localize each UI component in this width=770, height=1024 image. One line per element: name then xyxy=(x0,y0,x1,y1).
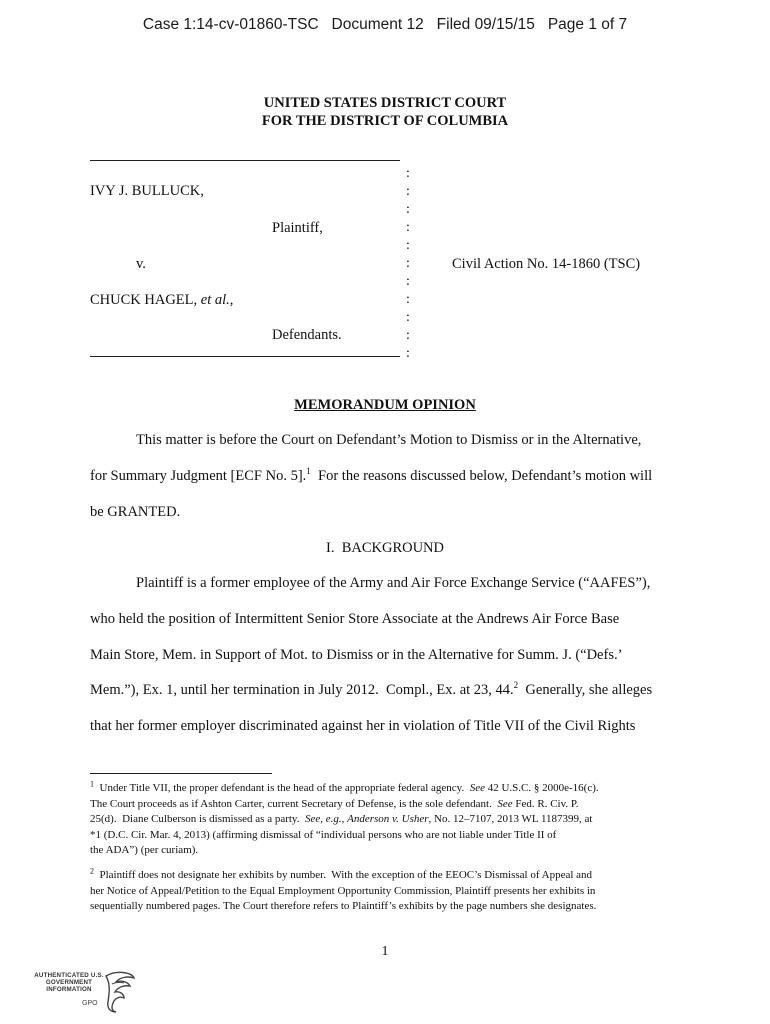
p2-line-3: Main Store, Mem. in Support of Mot. to Dismiss or in the Alternative for Summ. J. (“Defs.’ xyxy=(90,647,623,663)
fn1-text-2a: The Court proceeds as if Ashton Carter, current Secretary of Defense, is the sole defendant. xyxy=(90,797,498,810)
p1-line-2a: for Summary Judgment [ECF No. 5]. xyxy=(90,468,307,484)
case-header: Case 1:14-cv-01860-TSC Document 12 Filed 09/15/15 Page 1 of 7 xyxy=(142,16,628,33)
gpo-seal-text: AUTHENTICATED U.S. GOVERNMENT INFORMATION xyxy=(34,972,104,994)
footnote-ref-2[interactable]: 2 xyxy=(513,680,519,691)
footnote-2 xyxy=(90,868,690,915)
fn1-text-2b: Fed. R. Civ. P. xyxy=(512,797,579,810)
court-name xyxy=(0,94,770,130)
fn1-text-3a: 25(d). Diane Culberson is dismissed as a party. xyxy=(90,813,305,825)
fn1-line-1 xyxy=(90,781,690,797)
eagle-icon xyxy=(98,970,138,1014)
fn1-case-name: Anderson v. Usher xyxy=(347,813,429,825)
section-heading-background: I. BACKGROUND xyxy=(325,540,445,556)
fn2-text-1: Plaintiff does not designate her exhibits by number. With the exception of the EEOC’s Dismissal of Appeal and xyxy=(94,869,593,881)
plaintiff-name: IVY J. BULLUCK, xyxy=(90,183,204,199)
p1-line-1: This matter is before the Court on Defendant’s Motion to Dismiss or in the Alternative, xyxy=(136,432,642,448)
p2-line-4a: Mem.”), Ex. 1, until her termination in July 2012. Compl., Ex. at 23, 44. xyxy=(90,682,514,698)
plaintiff-role: Plaintiff, xyxy=(272,220,323,236)
p2-line-1: Plaintiff is a former employee of the Army and Air Force Exchange Service (“AAFES”), xyxy=(136,575,651,591)
defendant-name xyxy=(90,292,233,309)
defendant-name-text: CHUCK HAGEL, xyxy=(90,292,201,308)
fn1-line-4: *1 (D.C. Cir. Mar. 4, 2013) (affirming dismissal of “individual persons who are not liable under Title II of xyxy=(90,828,557,841)
fn2-number: 2 xyxy=(90,866,94,876)
fn1-text-1b: 42 U.S.C. § 2000e-16(c). xyxy=(484,782,599,794)
fn2-line-1 xyxy=(90,868,690,884)
footnote-ref-1[interactable]: 1 xyxy=(306,466,311,477)
versus: v. xyxy=(136,256,146,272)
defendant-suffix: , xyxy=(229,292,234,308)
footnote-separator xyxy=(90,773,272,774)
caption-bottom-rule xyxy=(90,356,400,357)
p1-line-2 xyxy=(90,468,686,485)
caption-colon-column: : : : : : : : : : : : xyxy=(406,166,410,361)
fn1-comma: , xyxy=(341,813,348,825)
fn1-cite-signal: See, e.g. xyxy=(304,813,342,825)
court-line-2: FOR THE DISTRICT OF COLUMBIA xyxy=(261,113,509,129)
memorandum-title: MEMORANDUM OPINION xyxy=(294,397,476,413)
p2-line-4b: Generally, she alleges xyxy=(518,682,653,698)
page-number: 1 xyxy=(381,944,389,959)
fn1-line-3 xyxy=(90,812,690,828)
caption-top-rule xyxy=(90,160,400,161)
fn1-text-3b: , No. 12–7107, 2013 WL 1187399, at xyxy=(428,813,593,825)
fn1-number: 1 xyxy=(90,779,94,789)
fn2-line-3: sequentially numbered pages. The Court therefore refers to Plaintiff’s exhibits by the page numbers she designates. xyxy=(90,900,597,912)
civil-action-number: Civil Action No. 14-1860 (TSC) xyxy=(452,256,641,272)
p1-line-3: be GRANTED. xyxy=(90,504,181,520)
fn1-text-1a: Under Title VII, the proper defendant is the head of the appropriate federal agency. xyxy=(94,782,470,794)
p2-line-2: who held the position of Intermittent Senior Store Associate at the Andrews Air Force Base xyxy=(90,611,620,627)
fn1-see-2: See xyxy=(497,797,513,810)
fn1-line-2 xyxy=(90,797,690,813)
gpo-authentication-seal xyxy=(30,970,140,1016)
p2-line-5: that her former employer discriminated against her in violation of Title VII of the Civil Rights xyxy=(90,718,636,734)
fn1-see-1: See xyxy=(469,782,485,794)
defendant-etal: et al. xyxy=(200,292,230,308)
fn2-line-2: her Notice of Appeal/Petition to the Equal Employment Opportunity Commission, Plaintiff presents her exhibits in xyxy=(90,884,596,897)
court-line-1: UNITED STATES DISTRICT COURT xyxy=(263,95,507,111)
gpo-abbreviation: GPO xyxy=(82,1000,98,1007)
defendant-role: Defendants. xyxy=(272,327,342,343)
fn1-line-5: the ADA”) (per curiam). xyxy=(90,844,199,856)
p2-line-4 xyxy=(90,682,686,699)
footnote-1 xyxy=(90,781,690,859)
p1-line-2b: For the reasons discussed below, Defendant’s motion will xyxy=(310,468,653,484)
